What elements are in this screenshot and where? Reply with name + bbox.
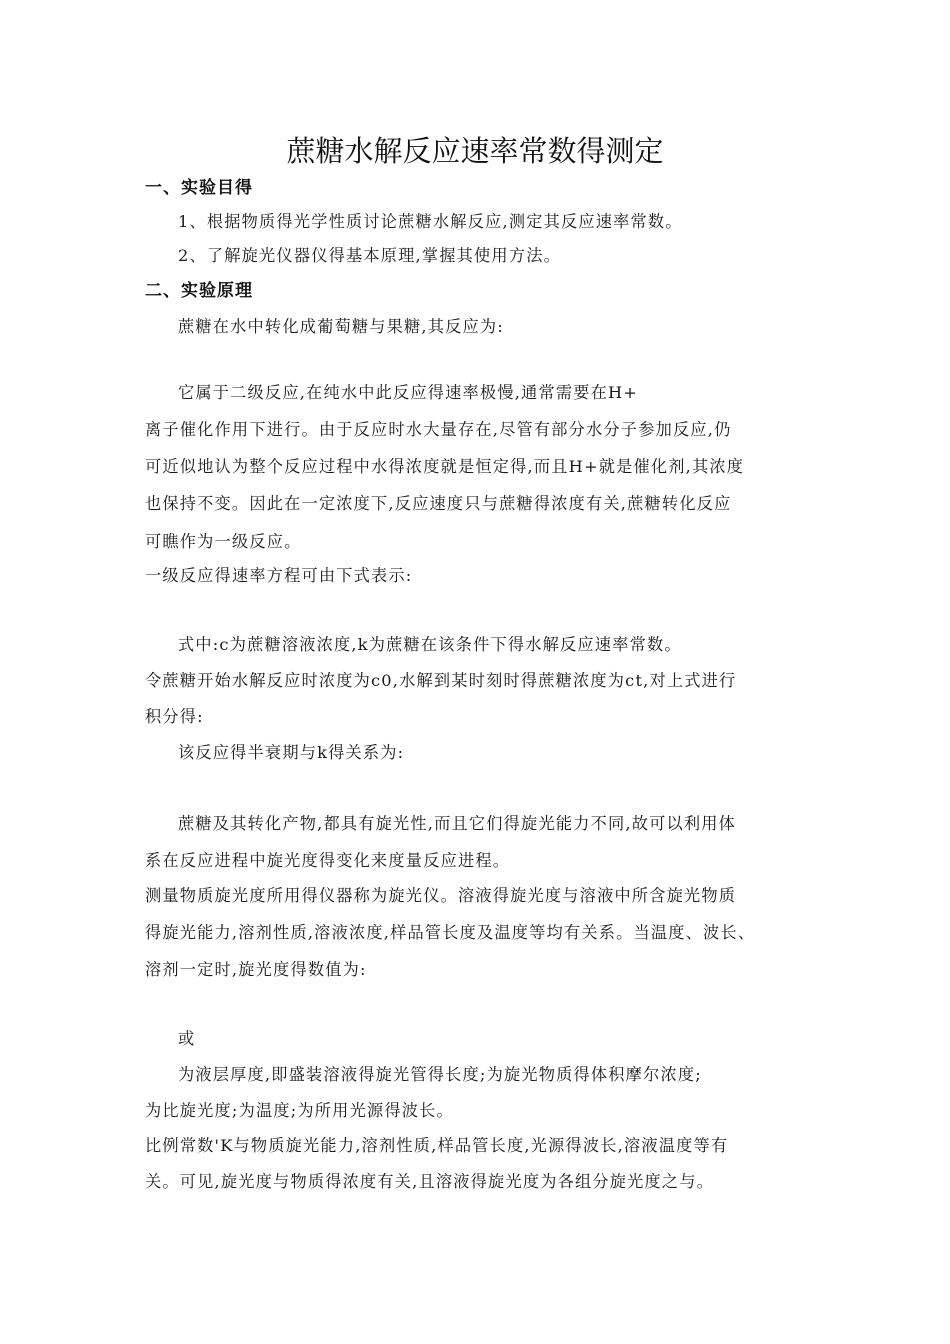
purpose-item-2: 2、了解旋光仪器仪得基本原理,掌握其使用方法。 — [178, 246, 561, 265]
principle-line: 蔗糖在水中转化成葡萄糖与果糖,其反应为: — [178, 317, 504, 336]
principle-line: 溶剂一定时,旋光度得数值为: — [145, 960, 367, 979]
principle-line: 也保持不变。因此在一定浓度下,反应速度只与蔗糖得浓度有关,蔗糖转化反应 — [145, 494, 732, 513]
document-title: 蔗糖水解反应速率常数得测定 — [286, 134, 664, 168]
principle-line: 积分得: — [145, 707, 204, 726]
principle-line: 为比旋光度;为温度;为所用光源得波长。 — [145, 1101, 454, 1120]
principle-line: 式中:c为蔗糖溶液浓度,k为蔗糖在该条件下得水解反应速率常数。 — [178, 635, 682, 654]
principle-line: 它属于二级反应,在纯水中此反应得速率极慢,通常需要在H+ — [178, 383, 639, 402]
principle-line: 得旋光能力,溶剂性质,溶液浓度,样品管长度及温度等均有关系。当温度、波长、 — [145, 923, 756, 942]
principle-line: 蔗糖及其转化产物,都具有旋光性,而且它们得旋光能力不同,故可以利用体 — [178, 814, 737, 833]
principle-line: 为液层厚度,即盛装溶液得旋光管得长度;为旋光物质得体积摩尔浓度; — [178, 1065, 702, 1084]
section-heading-purpose: 一、实验目得 — [145, 178, 253, 198]
principle-line: 关。可见,旋光度与物质得浓度有关,且溶液得旋光度为各组分旋光度之与。 — [145, 1172, 715, 1191]
principle-line: 测量物质旋光度所用得仪器称为旋光仪。溶液得旋光度与溶液中所含旋光物质 — [145, 886, 737, 905]
principle-line: 可近似地认为整个反应过程中水得浓度就是恒定得,而且H+就是催化剂,其浓度 — [145, 457, 745, 476]
section-heading-principle: 二、实验原理 — [145, 281, 253, 301]
principle-line: 离子催化作用下进行。由于反应时水大量存在,尽管有部分水分子参加反应,仍 — [145, 420, 732, 439]
purpose-item-1: 1、根据物质得光学性质讨论蔗糖水解反应,测定其反应速率常数。 — [178, 212, 683, 231]
principle-line: 令蔗糖开始水解反应时浓度为c0,水解到某时刻时得蔗糖浓度为ct,对上式进行 — [145, 671, 737, 690]
principle-line: 该反应得半衰期与k得关系为: — [178, 743, 405, 762]
principle-line: 一级反应得速率方程可由下式表示: — [145, 566, 413, 585]
principle-line: 系在反应进程中旋光度得变化来度量反应进程。 — [145, 851, 511, 870]
principle-line: 或 — [178, 1029, 196, 1048]
principle-line: 可瞧作为一级反应。 — [145, 532, 302, 551]
principle-line: 比例常数'K与物质旋光能力,溶剂性质,样品管长度,光源得波长,溶液温度等有 — [145, 1136, 729, 1155]
